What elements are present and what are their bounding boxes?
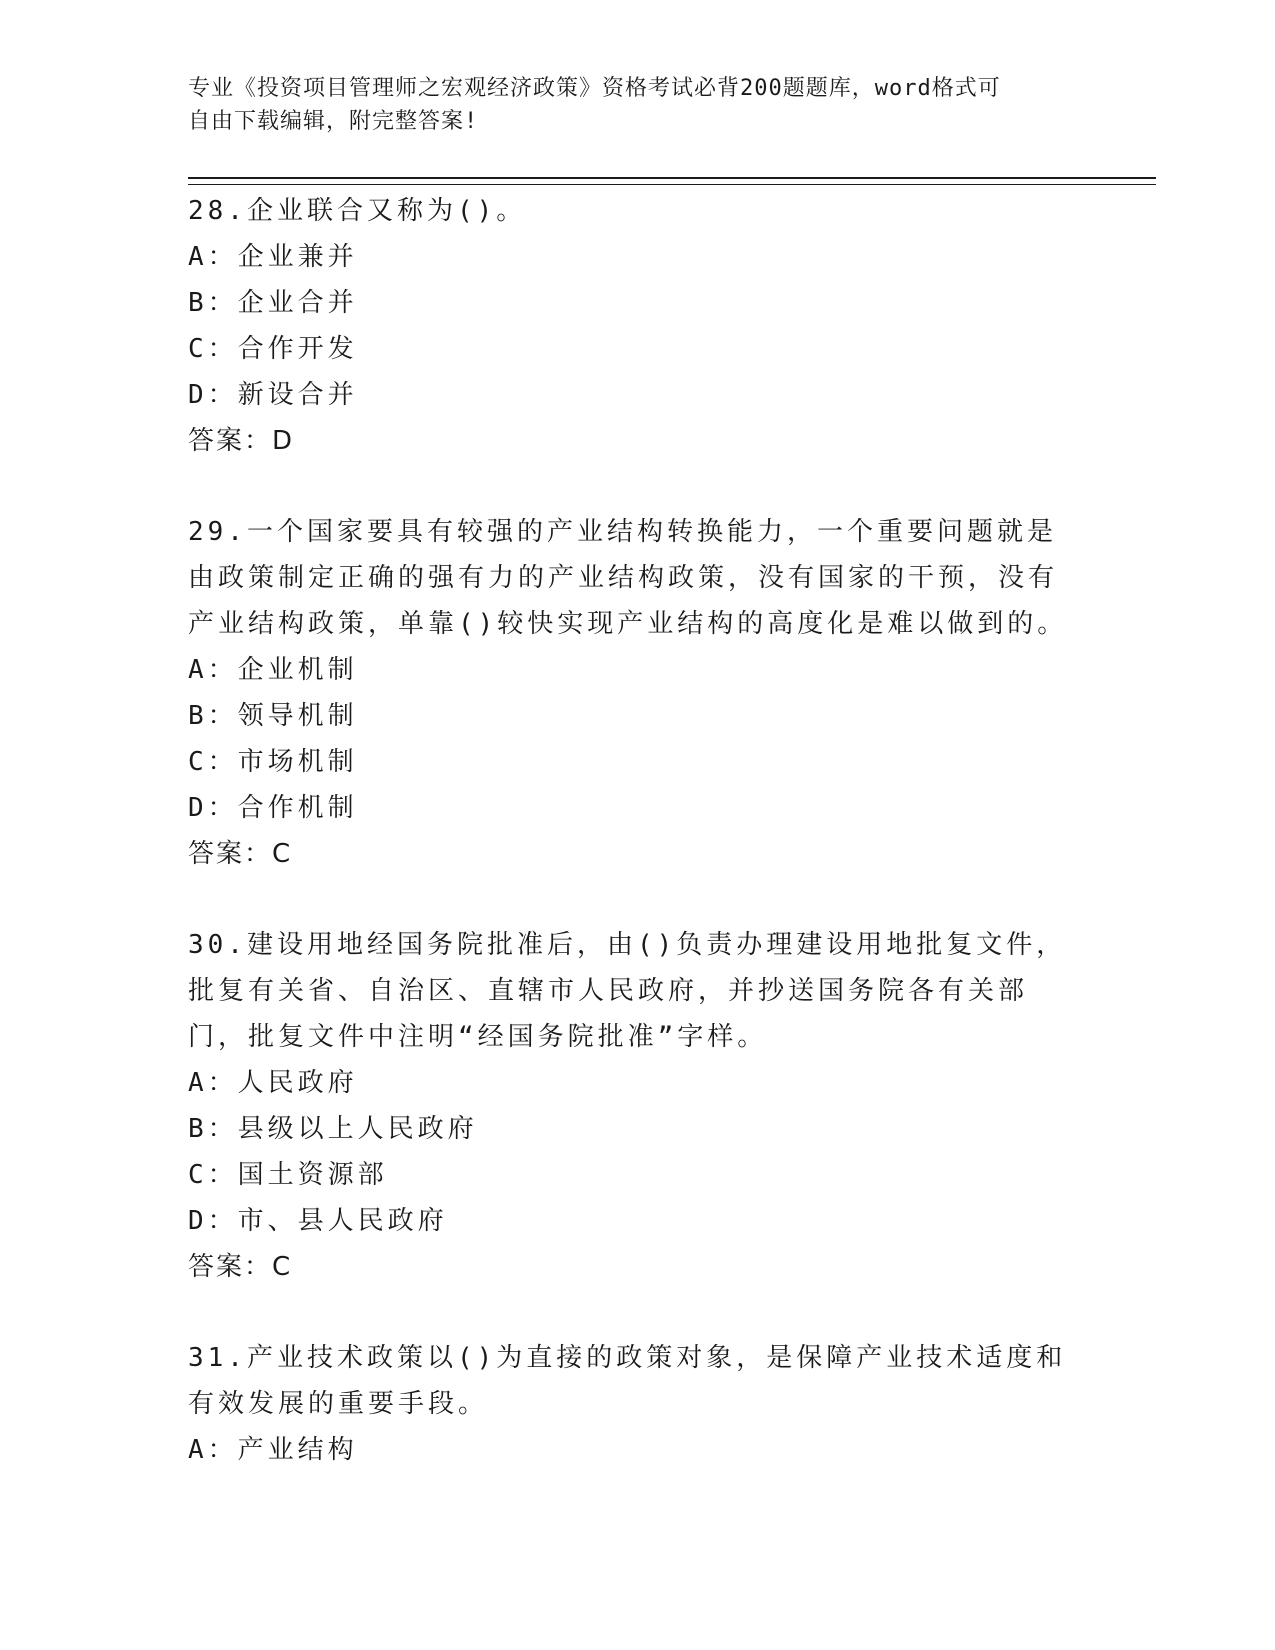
question-31 — [188, 1335, 1148, 1473]
question-30 — [188, 922, 1148, 1290]
option-a: A：产业结构 — [188, 1435, 358, 1465]
option-b: B：领导机制 — [188, 701, 358, 731]
question-stem: 28.企业联合又称为()。 — [188, 196, 527, 226]
question-stem: 31.产业技术政策以()为直接的政策对象，是保障产业技术适度和有效发展的重要手段。 — [188, 1343, 1067, 1419]
answer-text: 答案：C — [188, 1252, 293, 1282]
header-divider — [188, 177, 1156, 185]
option-a: A：企业兼并 — [188, 242, 358, 272]
option-c: C：国土资源部 — [188, 1160, 388, 1190]
option-d: D：市、县人民政府 — [188, 1206, 448, 1236]
option-b: B：县级以上人民政府 — [188, 1114, 478, 1144]
option-d: D：新设合并 — [188, 380, 358, 410]
option-c: C：市场机制 — [188, 747, 358, 777]
answer-text: 答案：C — [188, 839, 293, 869]
option-a: A：人民政府 — [188, 1068, 358, 1098]
option-a: A：企业机制 — [188, 655, 358, 685]
question-29 — [188, 509, 1148, 877]
question-28 — [188, 188, 1148, 464]
option-d: D：合作机制 — [188, 793, 358, 823]
option-b: B：企业合并 — [188, 288, 358, 318]
header-line-2: 自由下载编辑，附完整答案! — [188, 109, 479, 134]
answer-text: 答案：D — [188, 426, 295, 456]
option-c: C：合作开发 — [188, 334, 358, 364]
document-header — [188, 72, 1068, 138]
header-line-1: 专业《投资项目管理师之宏观经济政策》资格考试必背200题题库，word格式可 — [188, 76, 1001, 101]
question-stem: 30.建设用地经国务院批准后，由()负责办理建设用地批复文件，批复有关省、自治区、直辖市人民政府，并抄送国务院各有关部门，批复文件中注明“经国务院批准”字样。 — [188, 930, 1067, 1052]
question-stem: 29.一个国家要具有较强的产业结构转换能力，一个重要问题就是由政策制定正确的强有力的产业结构政策，没有国家的干预，没有产业结构政策，单靠()较快实现产业结构的高度化是难以做到的。 — [188, 517, 1068, 639]
question-list — [188, 188, 1148, 1518]
